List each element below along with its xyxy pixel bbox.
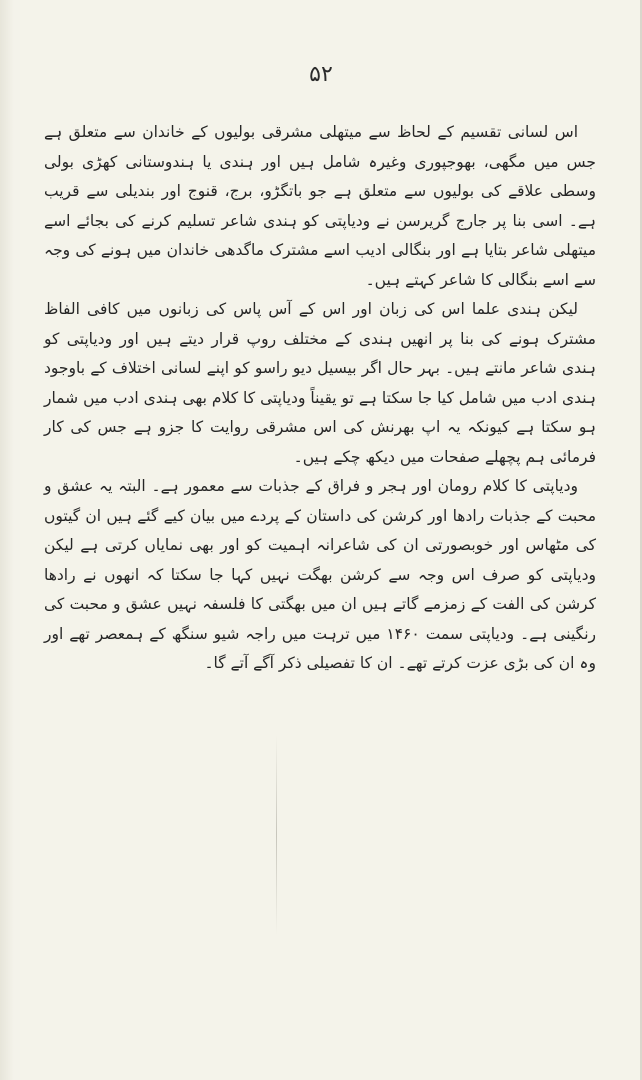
page-edge-shadow bbox=[0, 0, 14, 1080]
paragraph-3: ودیاپتی کا کلام رومان اور ہجر و فراق کے جذبات سے معمور ہے۔ البتہ یہ عشق و محبت کے جذبات رادھا اور کرشن کی داستان کے پردے میں بیان کیے گئے ہیں ان گیتوں کی مٹھاس اور خوبصورتی ان کی شاعرانہ اہمیت کو اور بھی نمایاں کرتی ہے لیکن ودیاپتی کو صرف اس وجہ سے کرشن بھگت نہیں کہا جا سکتا کہ انھوں نے رادھا کرشن کی الفت کے زمزمے گاتے ہیں ان میں بھگتی کا فلسفہ نہیں عشق و محبت کی رنگینی ہے۔ ودیاپتی سمت ۱۴۶۰ میں ترہت میں راجہ شیو سنگھ کے ہمعصر تھے اور وہ ان کی بڑی عزت کرتے تھے۔ ان کا تفصیلی ذکر آگے آتے گا۔ bbox=[44, 477, 596, 672]
paragraph-2: لیکن ہندی علما اس کی زبان اور اس کے آس پاس کی زبانوں میں کافی الفاظ مشترک ہونے کی بنا پر انھیں ہندی کے مختلف روپ قرار دیتے ہیں اور ودیاپتی کو ہندی شاعر مانتے ہیں۔ بہر حال اگر بیسیل دیو راسو کو اپنے لسانی اختلاف کے باوجود ہندی ادب میں شامل کیا جا سکتا ہے تو یقیناً ودیاپتی کا کلام بھی ہندی ادب میں شمار ہو سکتا ہے کیونکہ یہ اپ بھرنش کی اس مشرقی روایت کا جزو ہے جس کی کار فرمائی ہم پچھلے صفحات میں دیکھ چکے ہیں۔ bbox=[44, 300, 596, 466]
paper-fold-mark bbox=[276, 735, 277, 935]
page-number: ۵۲ bbox=[309, 62, 333, 87]
paragraph-1: اس لسانی تقسیم کے لحاظ سے میتھلی مشرقی بولیوں کے خاندان سے متعلق ہے جس میں مگھی، بھوجپوری وغیرہ شامل ہیں اور ہندی یا ہندوستانی کھڑی بولی وسطی علاقے کی بولیوں سے متعلق ہے جو باتگڑو، برج، قنوج اور بندیلی سے قریب ہے۔ اسی بنا پر جارج گریرسن نے ودیاپتی کو ہندی شاعر تسلیم کرنے کی بجائے اسے میتھلی شاعر بتایا ہے اور بنگالی ادیب اسے مشترک ماگدھی خاندان میں ہونے کی وجہ سے اسے بنگالی کا شاعر کہتے ہیں۔ bbox=[44, 123, 596, 289]
page-body bbox=[44, 118, 596, 679]
